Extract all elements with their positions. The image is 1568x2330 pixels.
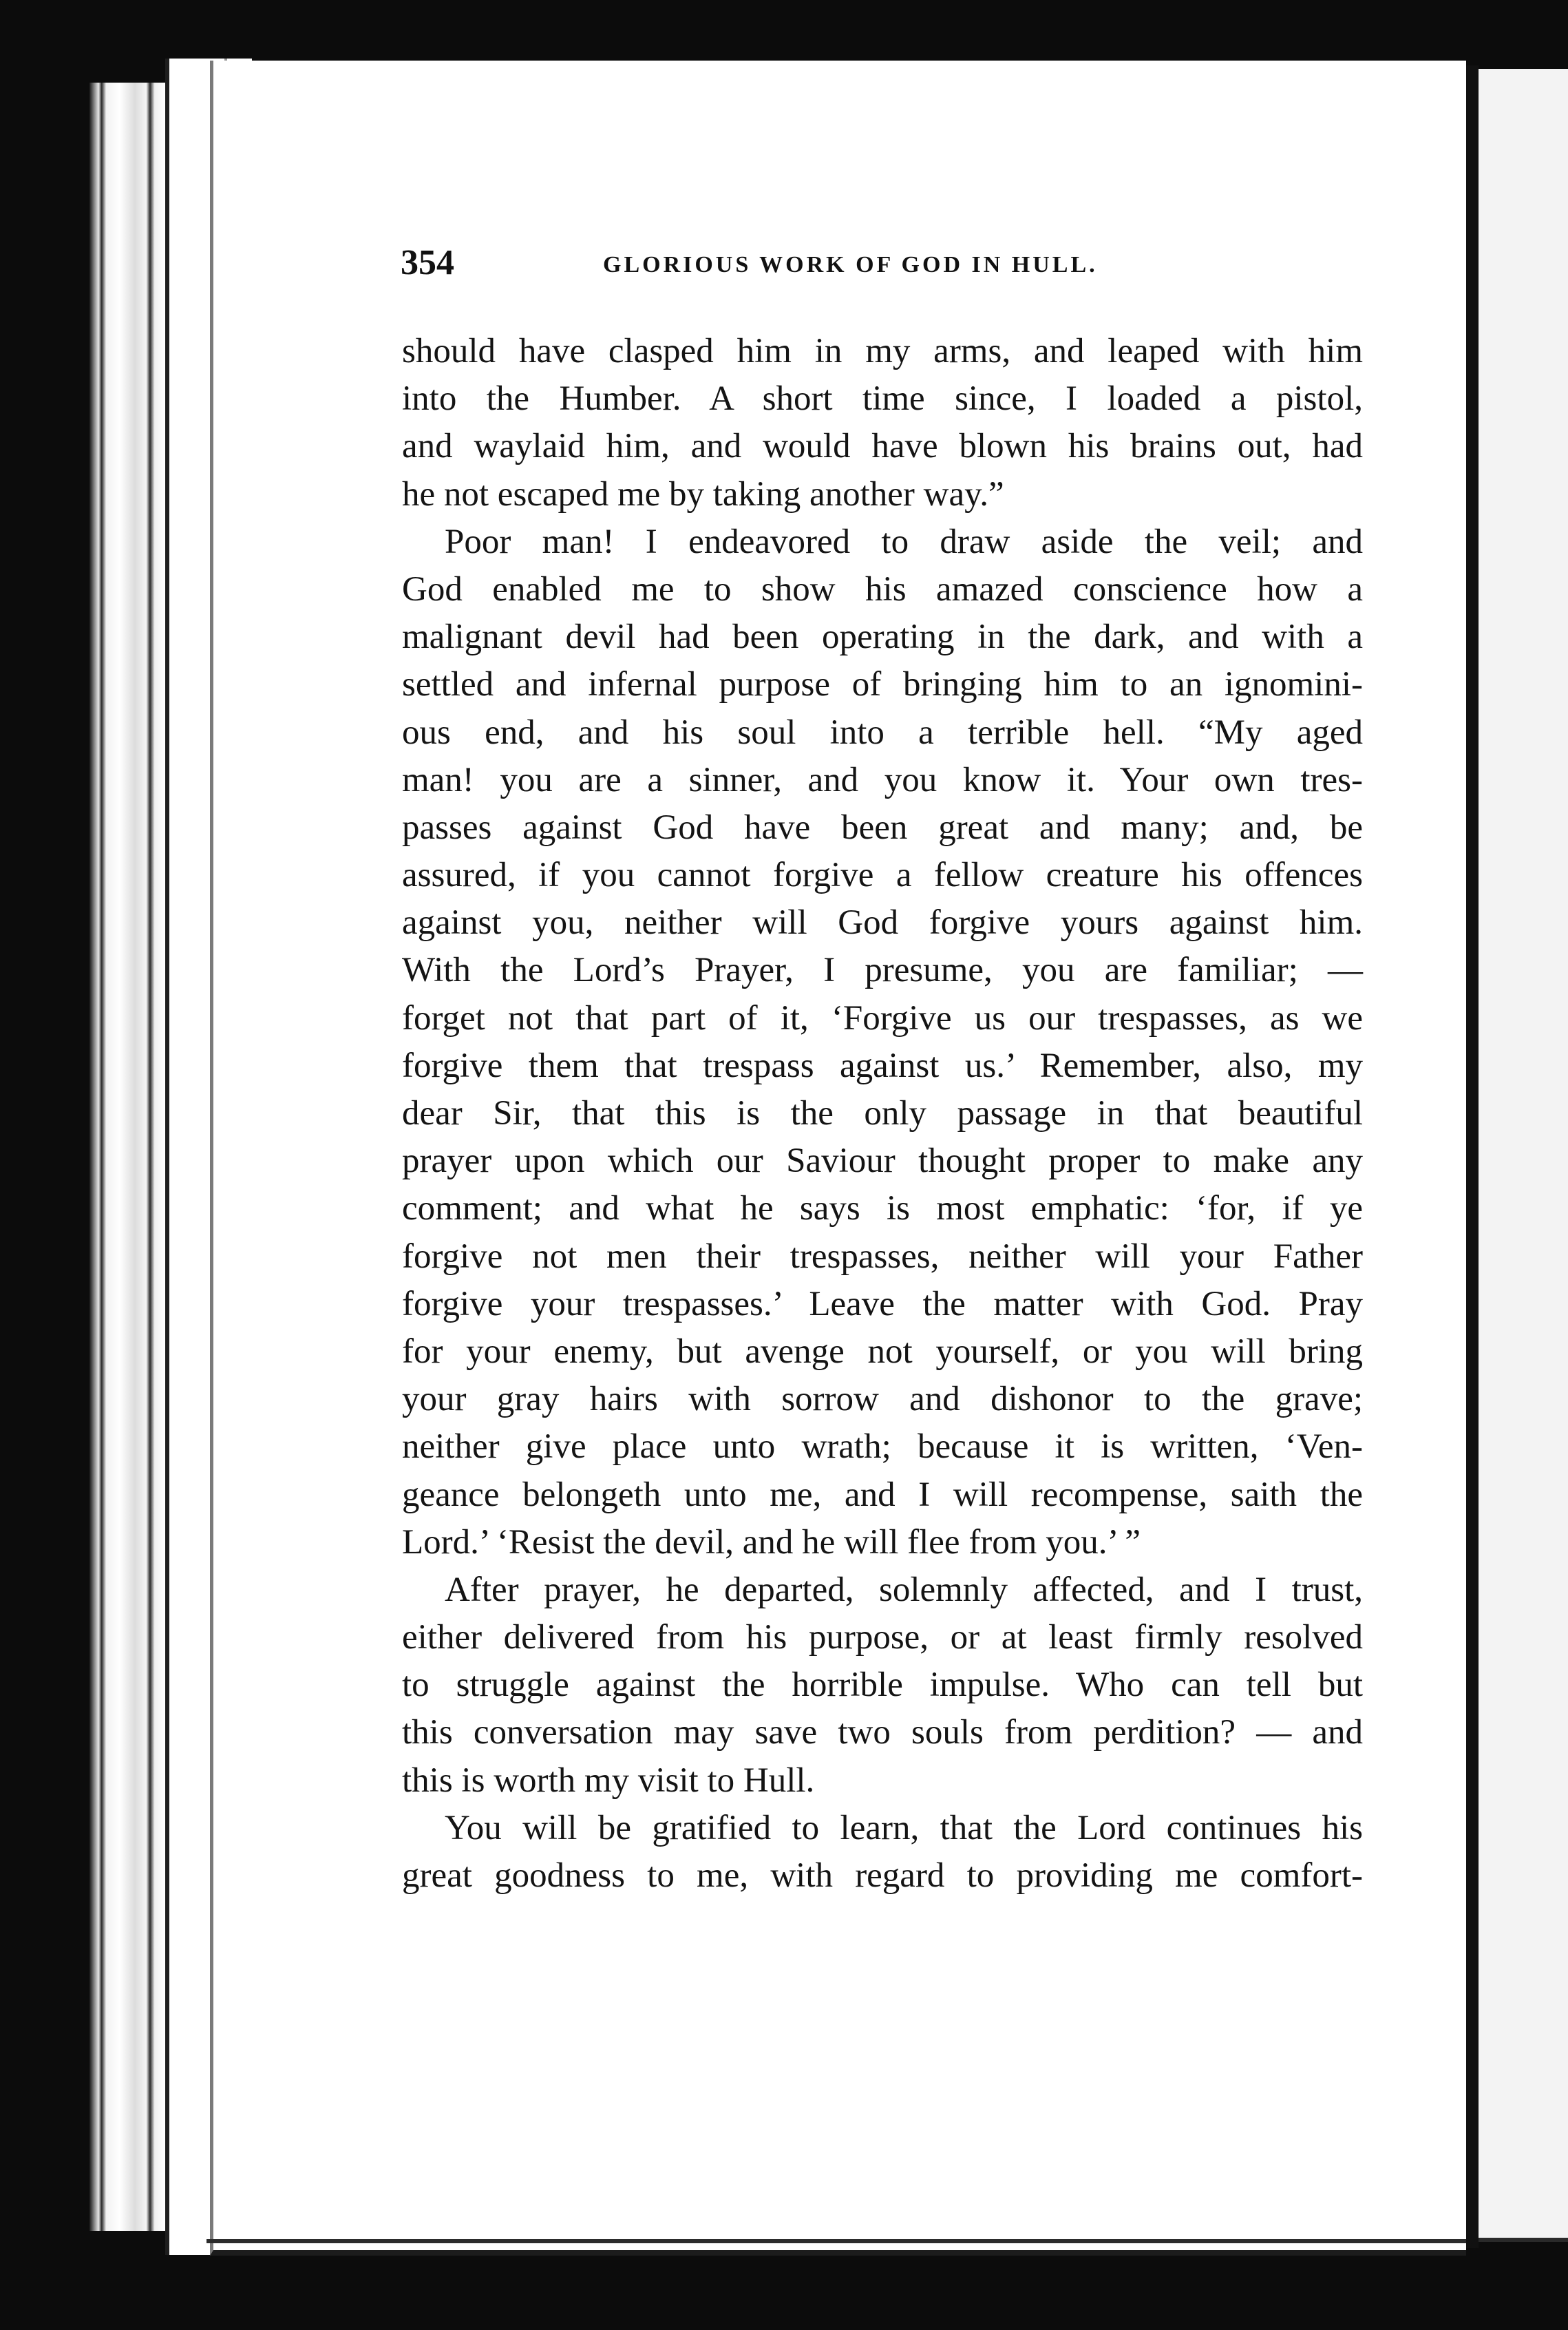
text-line: he not escaped me by taking another way.” <box>402 474 1004 514</box>
text-line: for your enemy, but avenge not yourself, or you will bring <box>402 1332 1363 1371</box>
text-line: forgive your trespasses.’ Leave the matter with God. Pray <box>402 1284 1363 1323</box>
text-line: prayer upon which our Saviour thought proper to make any <box>402 1142 1363 1181</box>
text-line: against you, neither will God forgive yours against him. <box>402 903 1363 943</box>
text-line: and waylaid him, and would have blown his brains out, had <box>402 427 1363 466</box>
facing-page-edge <box>1479 69 1568 2242</box>
text-line: geance belongeth unto me, and I will recompense, saith the <box>402 1475 1363 1514</box>
page-header <box>401 242 1364 284</box>
text-line: forgive not men their trespasses, neither will your Father <box>402 1237 1363 1276</box>
text-line: this is worth my visit to Hull. <box>402 1761 815 1800</box>
text-line: into the Humber. A short time since, I loaded a pistol, <box>402 379 1363 419</box>
text-line: ous end, and his soul into a terrible hell. “My aged <box>402 713 1363 752</box>
text-line: God enabled me to show his amazed conscience how a <box>402 569 1363 609</box>
text-line: forget not that part of it, ‘Forgive us our trespasses, as we <box>402 998 1363 1038</box>
text-line: You will be gratified to learn, that the Lord continues his <box>445 1808 1363 1847</box>
text-line: passes against God have been great and many; and, be <box>402 808 1363 847</box>
text-line: Lord.’ ‘Resist the devil, and he will flee from you.’ ” <box>402 1522 1141 1562</box>
gutter-shadow <box>1466 65 1479 2248</box>
text-line: malignant devil had been operating in the dark, and with a <box>402 618 1363 657</box>
text-line: After prayer, he departed, solemnly affected, and I trust, <box>445 1570 1363 1609</box>
text-line: Poor man! I endeavored to draw aside the veil; and <box>445 522 1363 561</box>
text-line: neither give place unto wrath; because it is written, ‘Ven- <box>402 1427 1363 1467</box>
left-page-edges <box>89 83 165 2231</box>
page-number: 354 <box>401 243 454 282</box>
text-line: to struggle against the horrible impulse. Who can tell but <box>402 1666 1363 1705</box>
text-line: dear Sir, that this is the only passage in that beautiful <box>402 1094 1363 1133</box>
body-text <box>402 328 1363 1900</box>
text-line: your gray hairs with sorrow and dishonor to the grave; <box>402 1380 1363 1419</box>
text-line: With the Lord’s Prayer, I presume, you are familiar; — <box>402 951 1363 990</box>
text-line: great goodness to me, with regard to providing me comfort- <box>402 1856 1363 1895</box>
page-bottom-border <box>206 2239 1466 2243</box>
text-line: forgive them that trespass against us.’ Remember, also, my <box>402 1046 1363 1085</box>
text-line: either delivered from his purpose, or at least firmly resolved <box>402 1618 1363 1657</box>
text-line: should have clasped him in my arms, and leaped with him <box>402 332 1363 370</box>
running-head: GLORIOUS WORK OF GOD IN HULL. <box>603 252 1098 277</box>
text-line: assured, if you cannot forgive a fellow creature his offences <box>402 856 1363 895</box>
text-line: settled and infernal purpose of bringing him to an ignomini- <box>402 665 1363 704</box>
text-line: this conversation may save two souls from perdition? — and <box>402 1713 1363 1752</box>
text-line: comment; and what he says is most emphatic: ‘for, if ye <box>402 1189 1363 1228</box>
text-line: man! you are a sinner, and you know it. Your own tres- <box>402 760 1363 799</box>
